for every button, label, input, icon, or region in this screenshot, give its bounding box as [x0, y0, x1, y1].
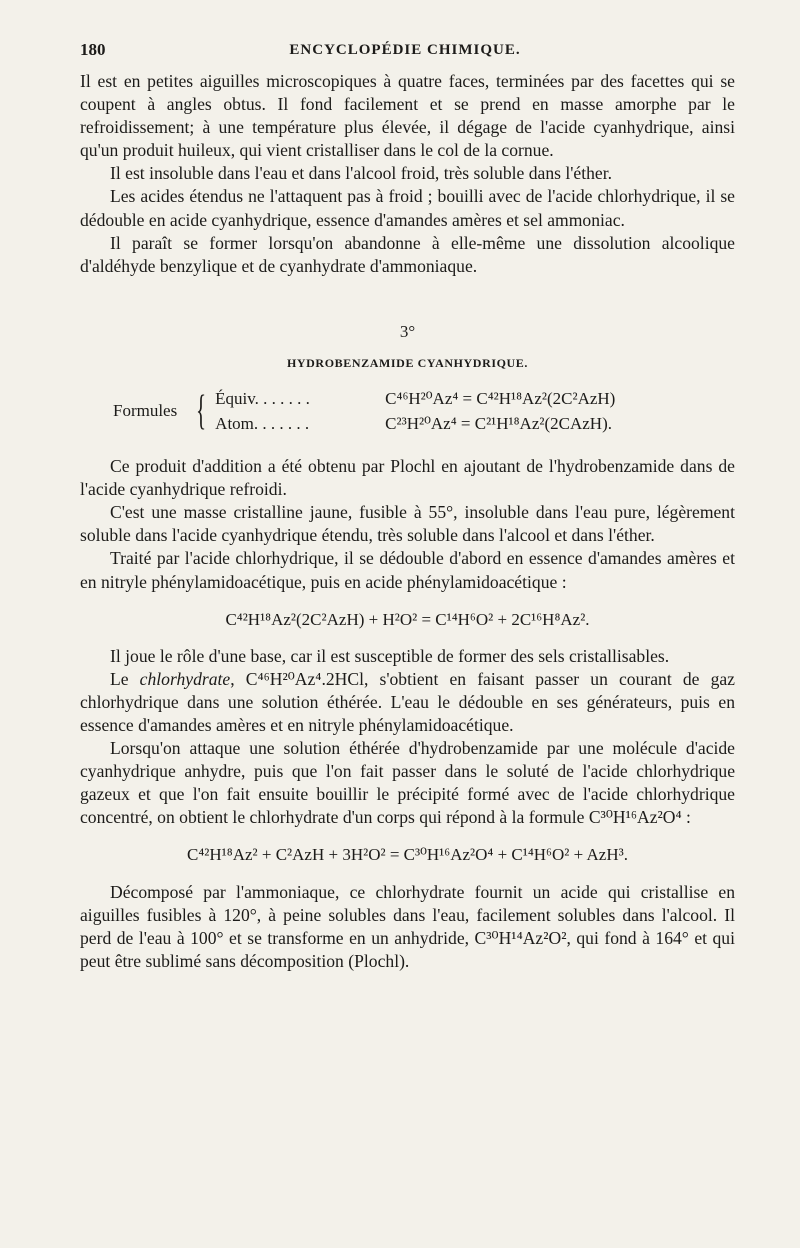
equation-formation: C⁴²H¹⁸Az² + C²AzH + 3H²O² = C³⁰H¹⁶Az²O⁴ + C¹⁴H⁶O² + AzH³. — [187, 845, 628, 865]
paragraph-crystals: Il est en petites aiguilles microscopiques à quatre faces, terminées par des facettes qui se coupent à angles obtus. Il fond facilement et se prend en masse amorphe par le refroidissement; à une température plus élevée, il dégage de l'acide cyanhydrique, ainsi qu'un produit huileux, qui vient cristalliser dans le col de la cornue. — [80, 71, 735, 161]
brace-symbol: { — [196, 388, 207, 435]
paragraph-formation: Il paraît se former lorsqu'on abandonne à elle-même une dissolution alcoolique d'aldéhyde benzylique et de cyanhydrate d'ammoniaque. — [80, 232, 735, 276]
atom-formula: C²³H²⁰Az⁴ = C²¹H¹⁸Az²(2CAzH). — [385, 414, 612, 434]
paragraph-hydrochloric: Traité par l'acide chlorhydrique, il se dédouble d'abord en essence d'amandes amères et en nitryle phénylamidoacétique, puis en acide phénylamidoacétique : — [80, 548, 735, 592]
chlorhydrate-lead: Le — [110, 668, 140, 689]
paragraph-acids: Les acides étendus ne l'attaquent pas à froid ; bouilli avec de l'acide chlorhydrique, il se dédouble en acide cyanhydrique, essence d'amandes amères et sel ammoniac. — [80, 186, 735, 230]
equation-hydrolysis: C⁴²H¹⁸Az²(2C²AzH) + H²O² = C¹⁴H⁶O² + 2C¹⁶H⁸Az². — [225, 609, 590, 629]
paragraph-chlorhydrate — [80, 668, 735, 737]
page-header — [80, 40, 730, 64]
page-number: 180 — [80, 40, 106, 59]
section-number: 3° — [399, 321, 416, 341]
paragraph-ethereal: Lorsqu'on attaque une solution éthérée d'hydrobenzamide par une molécule d'acide cyanhydrique anhydre, puis que l'on fait passer dans le soluté de l'acide chlorhydrique gazeux et que l'on fait ensuite bouillir le précipité formé avec de l'acide chlorhydrique concentré, on obtient le chlorhydrate d'un corps qui répond à la formule C³⁰H¹⁶Az²O⁴ : — [80, 738, 735, 828]
section-title: HYDROBENZAMIDE CYANHYDRIQUE. — [286, 355, 529, 370]
paragraph-properties: C'est une masse cristalline jaune, fusible à 55°, insoluble dans l'eau pure, légèrement soluble dans l'acide cyanhydrique étendu, très soluble dans l'alcool et dans l'éther. — [80, 502, 735, 546]
running-title: ENCYCLOPÉDIE CHIMIQUE. — [289, 42, 521, 58]
paragraph-ammonia: Décomposé par l'ammoniaque, ce chlorhydrate fournit un acide qui cristallise en aiguilles fusibles à 120°, à peine solubles dans l'eau, facilement solubles dans l'alcool. Il perd de l'eau à 100° et se transforme en un anhydride, C³⁰H¹⁴Az²O², qui fond à 164° et qui peut être sublimé sans décomposition (Plochl). — [80, 881, 735, 971]
paragraph-base-role: Il joue le rôle d'une base, car il est susceptible de former des sels cristallisables. — [110, 645, 670, 666]
paragraph-solubility: Il est insoluble dans l'eau et dans l'alcool froid, très soluble dans l'éther. — [110, 163, 613, 184]
equiv-formula: C⁴⁶H²⁰Az⁴ = C⁴²H¹⁸Az²(2C²AzH) — [385, 389, 616, 409]
equiv-label: Équiv. . . . . . . — [215, 389, 310, 409]
page-body — [80, 70, 735, 973]
chlorhydrate-rest: , C⁴⁶H²⁰Az⁴.2HCl, s'obtient en faisant passer un courant de gaz chlorhydrique dans une solution éthérée. L'eau le dédouble en ses générateurs, puis en essence d'amandes amères et en nitryle phénylamidoacétique. — [80, 668, 735, 735]
atom-label: Atom. . . . . . . — [215, 414, 310, 434]
formulas-label: Formules — [113, 401, 178, 421]
chlorhydrate-term: chlorhydrate — [139, 668, 231, 689]
formula-block — [113, 387, 735, 435]
formula-rows — [215, 387, 615, 435]
paragraph-origin: Ce produit d'addition a été obtenu par Plochl en ajoutant de l'hydrobenzamide dans de l'acide cyanhydrique refroidi. — [80, 456, 735, 500]
